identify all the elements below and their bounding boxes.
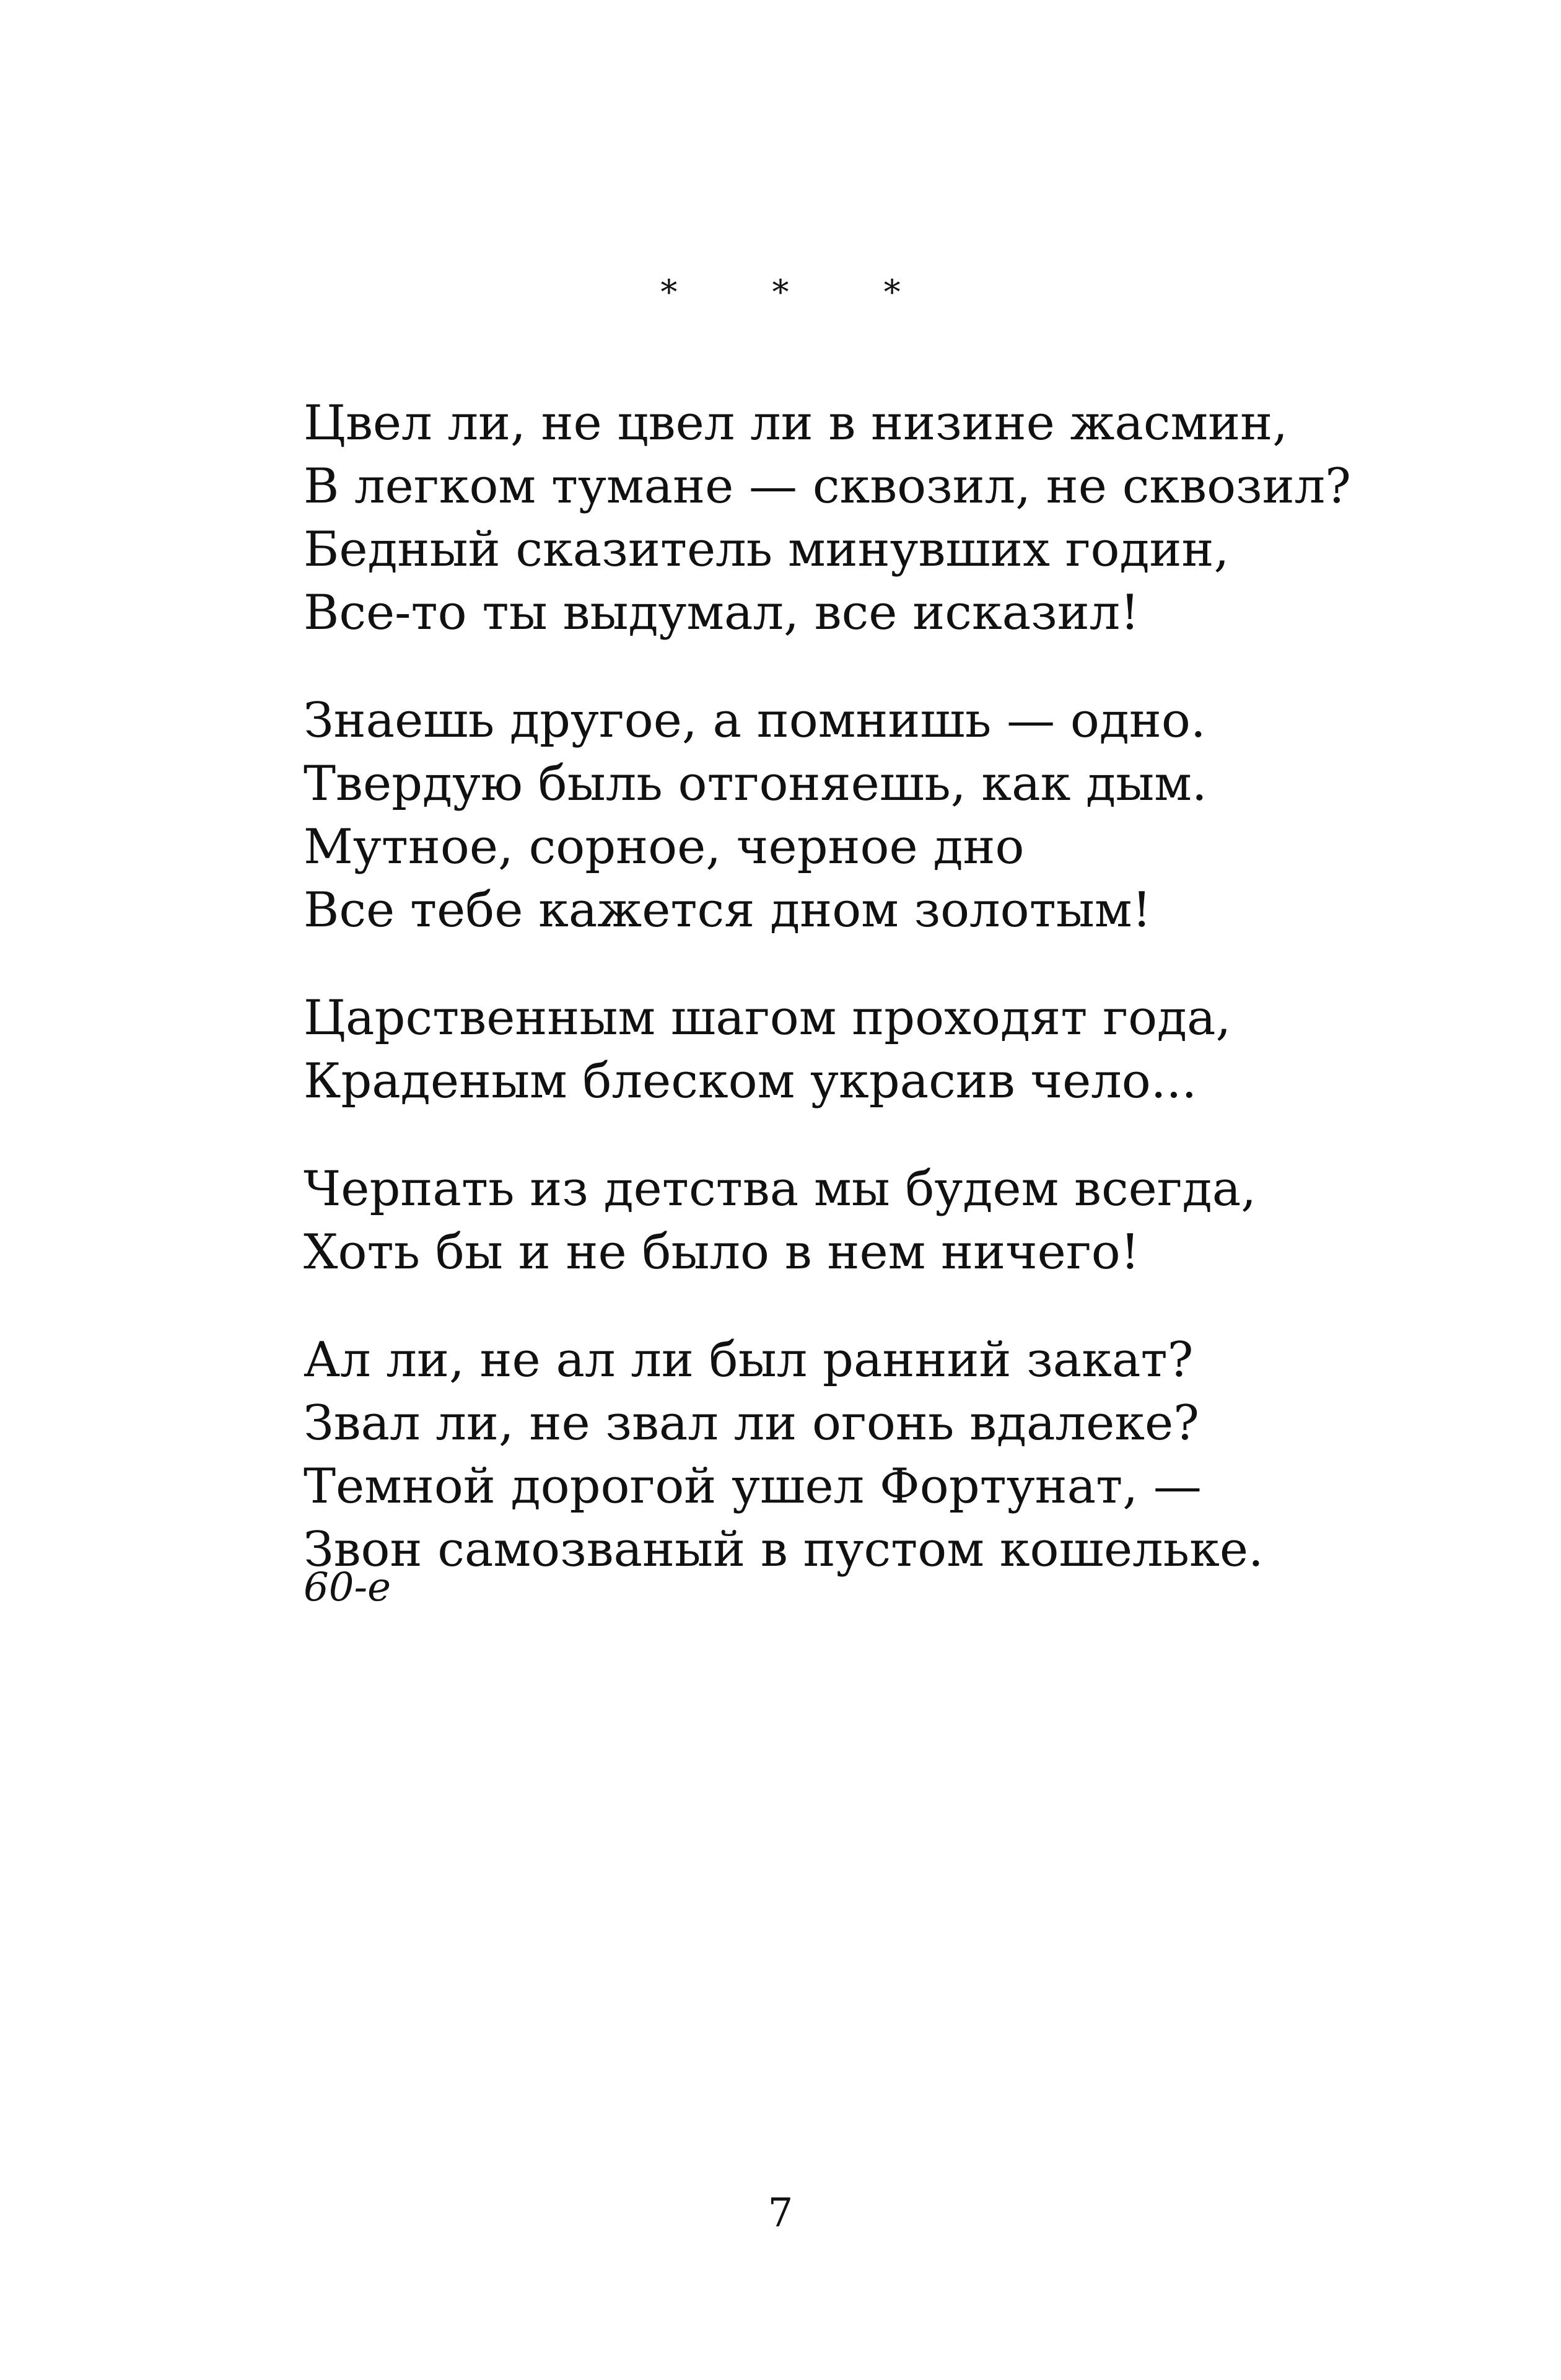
poem-line: Звон самозваный в пустом кошельке. [304,1522,1264,1578]
poem-line: Черпать из детства мы будем всегда, [304,1161,1256,1217]
poem-line: Звал ли, не звал ли огонь вдалеке? [304,1395,1199,1451]
page-number: 7 [767,2190,794,2236]
section-ornament: * * * [660,273,943,312]
poem-line: Знаешь другое, а помнишь — одно. [304,693,1206,749]
poem-line: Твердую быль отгоняешь, как дым. [304,756,1207,812]
poem-line: Царственным шагом проходят года, [304,990,1231,1046]
stanza-4 [304,1157,1419,1284]
stanza-1 [304,392,1419,644]
poem-line: Краденым блеском украсив чело... [304,1053,1197,1109]
poem-line: Все тебе кажется дном золотым! [304,882,1152,938]
poem-line: Цвел ли, не цвел ли в низине жасмин, [304,395,1288,451]
poem-line: Темной дорогой ушел Фортунат, — [304,1459,1202,1514]
poem-line: Мутное, сорное, черное дно [304,819,1025,875]
poem-line: Все-то ты выдумал, все исказил! [304,585,1140,641]
poem-line: Хоть бы и не было в нем ничего! [304,1224,1140,1280]
poem-line: В легком тумане — сквозил, не сквозил? [304,459,1351,514]
poem-date: 60-е [304,1565,391,1610]
stanza-5 [304,1328,1419,1581]
poem-line: Бедный сказитель минувших годин, [304,522,1230,577]
stanza-3 [304,986,1419,1113]
poem [304,392,1419,1626]
stanza-2 [304,689,1419,942]
poem-line: Ал ли, не ал ли был ранний закат? [304,1332,1194,1388]
